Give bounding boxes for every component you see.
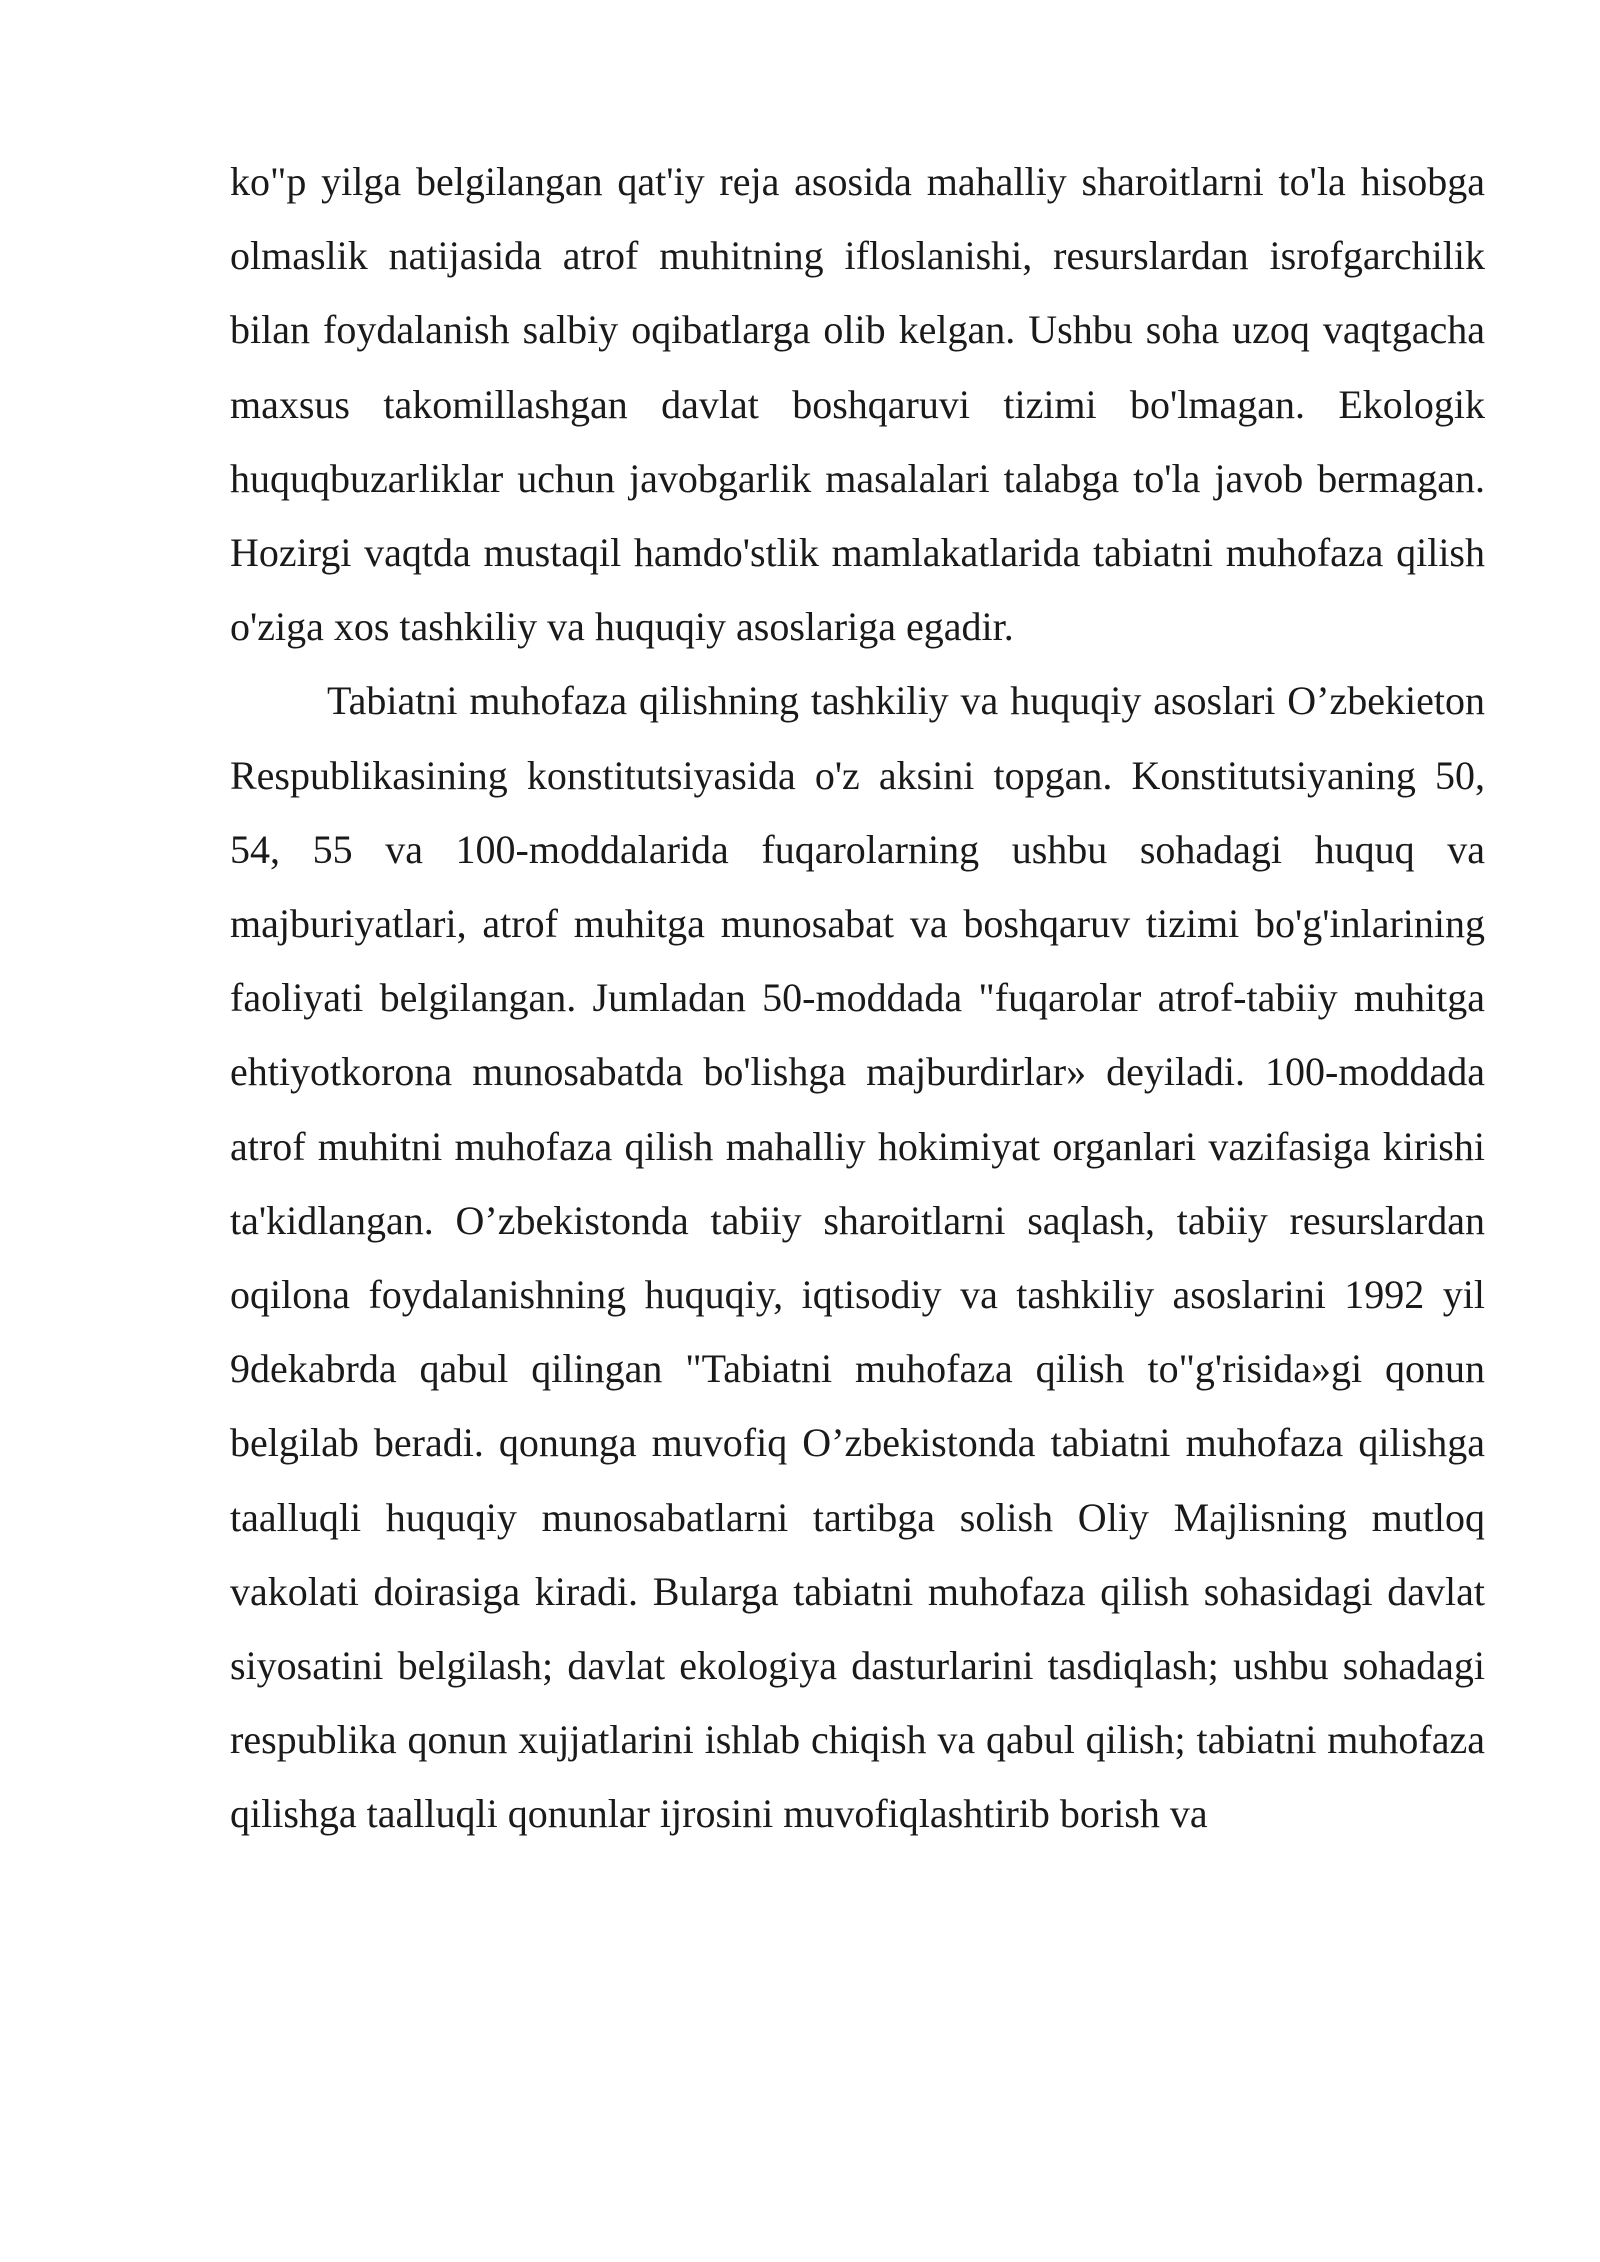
paragraph-continuation: ko"p yilga belgilangan qat'iy reja asosida mahalliy sharoitlarni to'la hisobga olmaslik natijasida atrof muhitning ifloslanishi, resurslardan isrofgarchilik bilan foydalanish salbiy oqibatlarga olib kelgan. Ushbu soha uzoq vaqtgacha maxsus takomillashgan davlat boshqaruvi tizimi bo'lmagan. Ekologik huquqbuzarliklar uchun javobgarlik masalalari talabga to'la javob bermagan. Hozirgi vaqtda mustaqil hamdo'stlik mamlakatlarida tabiatni muhofaza qilish o'ziga xos tashkiliy va huquqiy asoslariga egadir. xyxy=(230,159,1485,650)
paragraph-constitution: Tabiatni muhofaza qilishning tashkiliy va huquqiy asoslari O’zbekieton Respublikasining konstitutsiyasida o'z aksini topgan. Konstitutsiyaning 50, 54, 55 va 100-moddalarida fuqarolarning ushbu sohadagi huquq va majburiyatlari, atrof muhitga munosabat va boshqaruv tizimi bo'g'inlarining faoliyati belgilangan. Jumladan 50-moddada "fuqarolar atrof-tabiiy muhitga ehtiyotkorona munosabatda bo'lishga majburdirlar» deyiladi. 100-moddada atrof muhitni muhofaza qilish mahalliy hokimiyat organlari vazifasiga kirishi ta'kidlangan. O’zbekistonda tabiiy sharoitlarni saqlash, tabiiy resurslardan oqilona foydalanishning huquqiy, iqtisodiy va tashkiliy asoslarini 1992 yil 9dekabrda qabul qilingan "Tabiatni muhofaza qilish to"g'risida»gi qonun belgilab beradi. qonunga muvofiq O’zbekistonda tabiatni muhofaza qilishga taalluqli huquqiy munosabatlarni tartibga solish Oliy Majlisning mutloq vakolati doirasiga kiradi. Bularga tabiatni muhofaza qilish sohasidagi davlat siyosatini belgilash; davlat ekologiya dasturlarini tasdiqlash; ushbu sohadagi respublika qonun xujjatlarini ishlab chiqish va qabul qilish; tabiatni muhofaza qilishga taalluqli qonunlar ijrosini muvofiqlashtirib borish va xyxy=(230,678,1485,1837)
document-body xyxy=(230,145,1485,1852)
